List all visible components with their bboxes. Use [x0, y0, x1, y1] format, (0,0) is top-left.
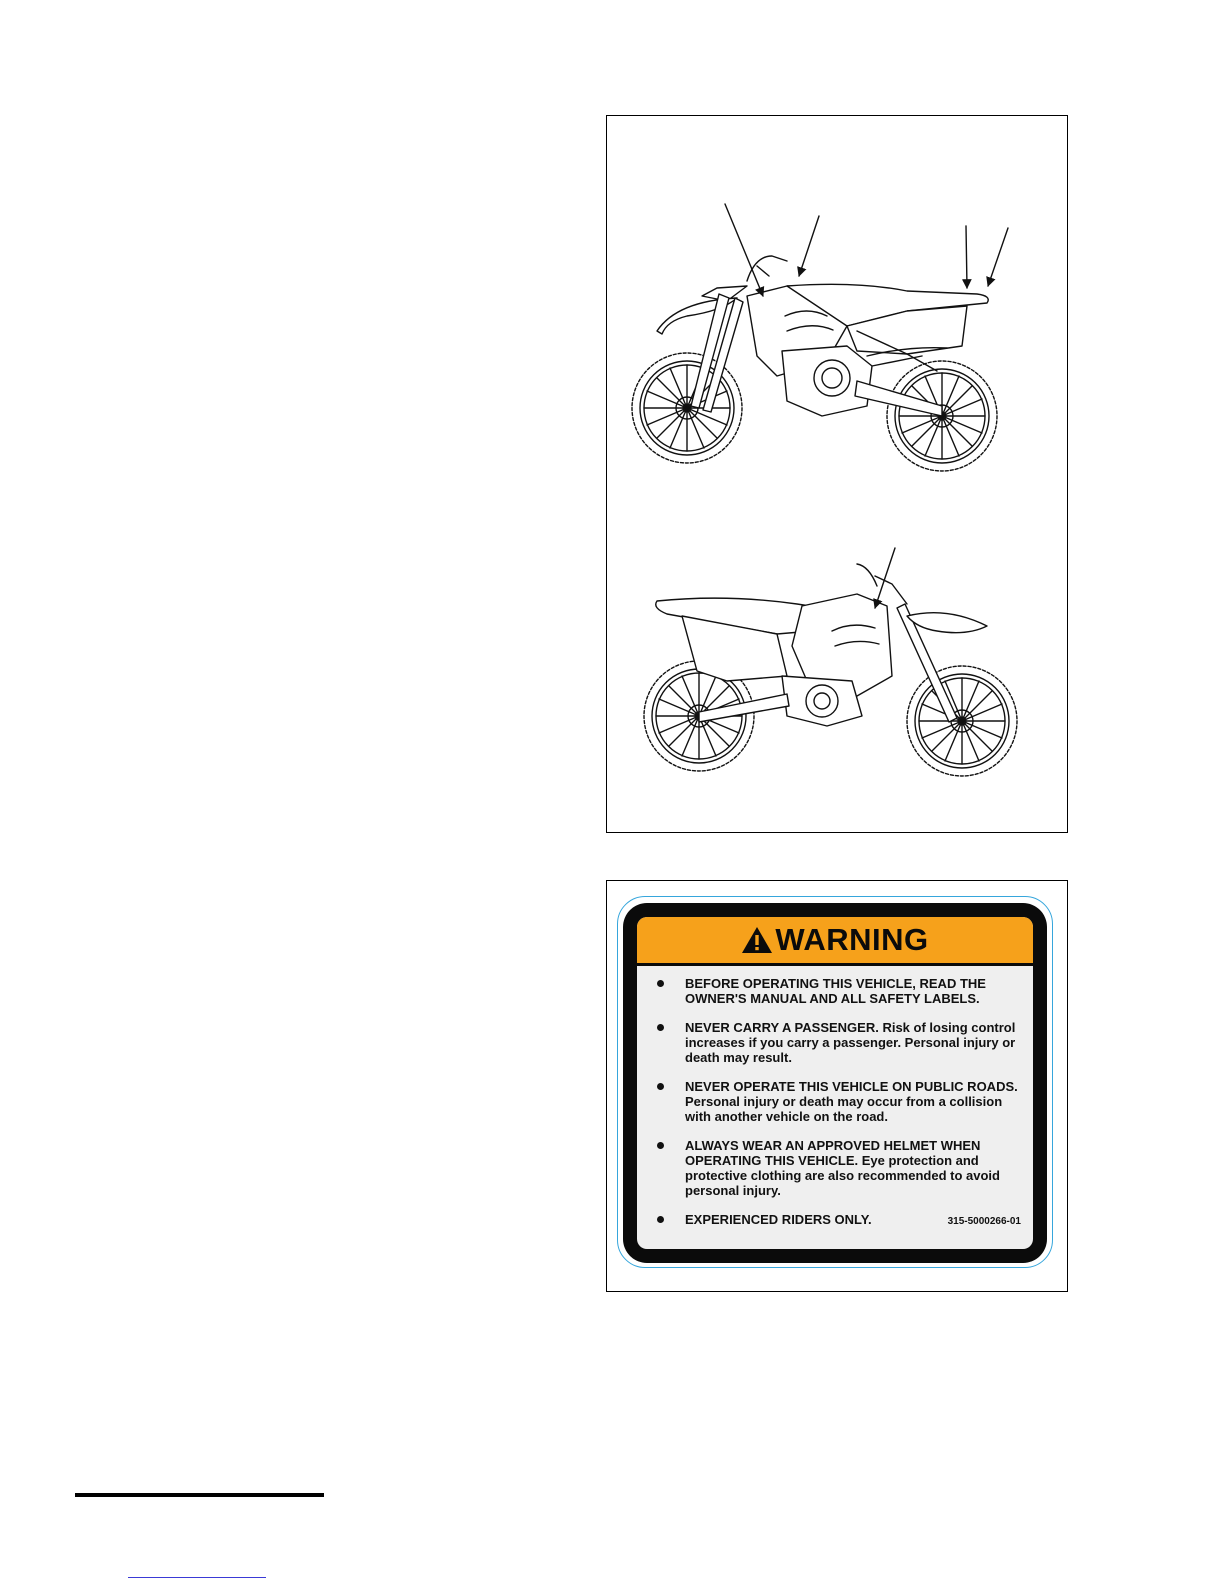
warning-title: WARNING: [775, 922, 929, 957]
warning-item-text: ALWAYS WEAR AN APPROVED HELMET WHEN OPERATING THIS VEHICLE. Eye protection and protective clothing are also recommended to avoid personal injury.: [685, 1138, 1000, 1198]
label-location-arrows-top: [725, 204, 1008, 296]
warning-sticker-panel: [637, 917, 1033, 1249]
footer-link-underline[interactable]: [128, 1577, 266, 1578]
motorcycle-label-location-figure: [606, 115, 1068, 833]
bullet-icon: [657, 980, 664, 987]
bullet-icon: [657, 1142, 664, 1149]
footer-rule: [75, 1493, 324, 1497]
warning-item-text: EXPERIENCED RIDERS ONLY.: [685, 1212, 872, 1227]
bullet-icon: [657, 1216, 664, 1223]
part-number: 315-5000266-01: [947, 1216, 1021, 1227]
motorcycle-left-side-view: [632, 256, 997, 471]
bullet-icon: [657, 1024, 664, 1031]
warning-item-text: BEFORE OPERATING THIS VEHICLE, READ THE OWNER'S MANUAL AND ALL SAFETY LABELS.: [685, 976, 986, 1006]
warning-item: [657, 1138, 1021, 1198]
front-wheel-bottom: [907, 666, 1017, 776]
motorcycle-right-side-view: [644, 564, 1017, 776]
warning-triangle-icon: [741, 926, 773, 954]
warning-header: [637, 917, 1033, 966]
warning-item-text: NEVER CARRY A PASSENGER. Risk of losing control increases if you carry a passenger. Personal injury or death may result.: [685, 1020, 1016, 1065]
warning-item: [657, 976, 1021, 1006]
bullet-icon: [657, 1083, 664, 1090]
warning-item-text: NEVER OPERATE THIS VEHICLE ON PUBLIC ROADS. Personal injury or death may occur from a collision with another vehicle on the road.: [685, 1079, 1018, 1124]
warning-label-figure: [606, 880, 1068, 1292]
motorcycle-illustrations: [607, 116, 1069, 834]
front-wheel: [632, 353, 742, 463]
warning-sticker: [623, 903, 1047, 1263]
warning-list: [637, 966, 1033, 1227]
warning-item: [657, 1020, 1021, 1065]
warning-item: [657, 1079, 1021, 1124]
